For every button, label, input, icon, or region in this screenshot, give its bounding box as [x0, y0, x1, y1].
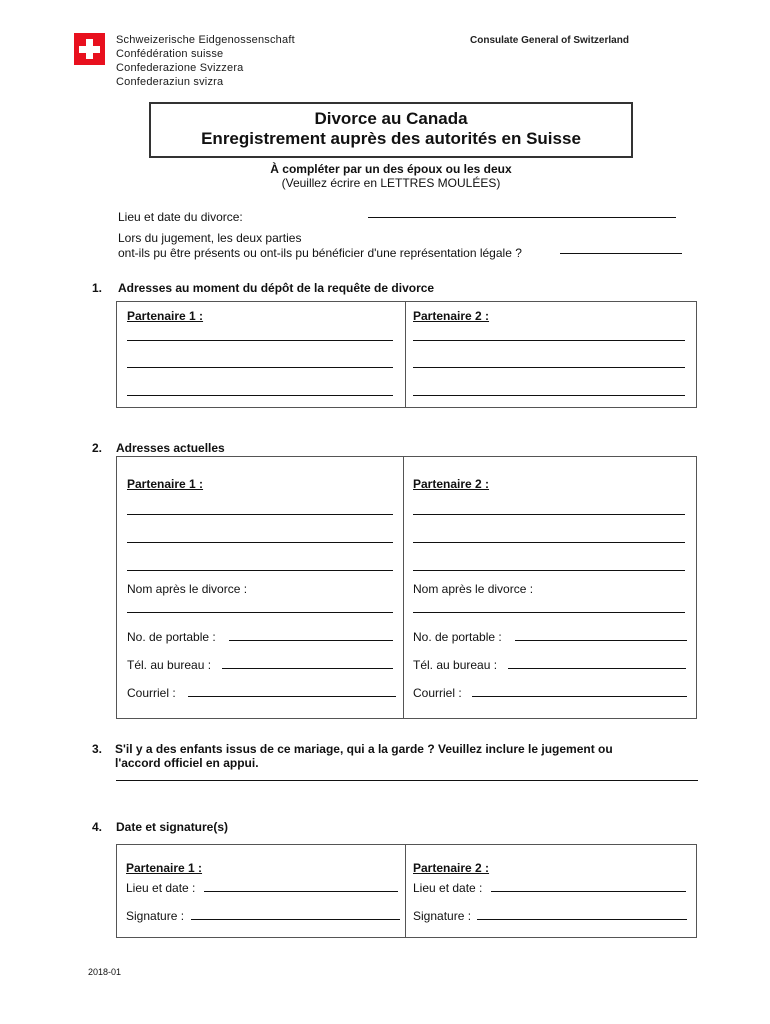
- section3-number: 3.: [92, 742, 103, 756]
- section2-partner2-bureau-field[interactable]: [508, 668, 686, 669]
- section2-partner1-bureau-label: Tél. au bureau :: [127, 658, 212, 672]
- confederation-name-rm: Confederaziun svizra: [116, 76, 224, 88]
- section4-partner2-lieu-date-field[interactable]: [491, 891, 686, 892]
- consulate-label: Consulate General of Switzerland: [470, 35, 629, 46]
- divorce-place-date-field[interactable]: [368, 217, 676, 218]
- section2-partner2-courriel-label: Courriel :: [413, 686, 462, 700]
- section2-partner2-portable-field[interactable]: [515, 640, 687, 641]
- section4-divider: [405, 844, 406, 938]
- section4-partner1-lieu-date-label: Lieu et date :: [126, 881, 196, 895]
- section2-partner1-nom-field[interactable]: [127, 612, 393, 613]
- section2-partner1-portable-label: No. de portable :: [127, 630, 216, 644]
- section1-partner1-address-line1[interactable]: [127, 340, 393, 341]
- subtitle-line2: (Veuillez écrire en LETTRES MOULÉES): [281, 176, 501, 190]
- section2-partner2-address-line3[interactable]: [413, 570, 685, 571]
- section4-partner2-signature-label: Signature :: [413, 909, 472, 923]
- section1-number: 1.: [92, 281, 103, 295]
- section2-partner1-courriel-field[interactable]: [188, 696, 396, 697]
- section4-partner1-signature-label: Signature :: [126, 909, 185, 923]
- title-line2: Enregistrement auprès des autorités en Suisse: [201, 129, 581, 148]
- section2-partner1-address-line1[interactable]: [127, 514, 393, 515]
- section2-partner1-label: Partenaire 1 :: [127, 477, 204, 491]
- section2-partner2-portable-label: No. de portable :: [413, 630, 502, 644]
- section2-partner2-bureau-label: Tél. au bureau :: [413, 658, 498, 672]
- section3-question-line1: S'il y a des enfants issus de ce mariage, qui a la garde ? Veuillez inclure le jugement ou: [115, 742, 613, 756]
- section1-divider: [405, 301, 406, 408]
- confederation-name-de: Schweizerische Eidgenossenschaft: [116, 34, 295, 46]
- section2-partner2-nom-field[interactable]: [413, 612, 685, 613]
- section2-partner2-address-line2[interactable]: [413, 542, 685, 543]
- title-box: [149, 102, 633, 158]
- section4-number: 4.: [92, 820, 103, 834]
- section3-question-line2: l'accord officiel en appui.: [115, 756, 259, 770]
- section2-title: Adresses actuelles: [116, 441, 225, 455]
- section2-partner1-address-line2[interactable]: [127, 542, 393, 543]
- section4-partner1-lieu-date-field[interactable]: [204, 891, 398, 892]
- version-footer: 2018-01: [88, 967, 122, 977]
- divorce-place-date-label: Lieu et date du divorce:: [118, 210, 243, 224]
- section2-partner2-label: Partenaire 2 :: [413, 477, 490, 491]
- section1-partner2-address-line3[interactable]: [413, 395, 685, 396]
- section1-box: [116, 301, 697, 408]
- section2-partner1-nom-label: Nom après le divorce :: [127, 582, 248, 596]
- section1-partner1-label: Partenaire 1 :: [127, 309, 204, 323]
- section4-title: Date et signature(s): [116, 820, 229, 834]
- section2-partner2-courriel-field[interactable]: [472, 696, 687, 697]
- jugement-answer-field[interactable]: [560, 253, 682, 254]
- swiss-flag-logo: [74, 33, 105, 65]
- section4-partner1-signature-field[interactable]: [191, 919, 400, 920]
- section2-partner1-portable-field[interactable]: [229, 640, 393, 641]
- confederation-name-fr: Confédération suisse: [116, 48, 224, 60]
- jugement-question-line2: ont-ils pu être présents ou ont-ils pu bénéficier d'une représentation légale ?: [118, 246, 522, 260]
- section4-partner2-lieu-date-label: Lieu et date :: [413, 881, 483, 895]
- section2-partner1-address-line3[interactable]: [127, 570, 393, 571]
- section1-title: Adresses au moment du dépôt de la requête de divorce: [118, 281, 435, 295]
- section1-partner2-label: Partenaire 2 :: [413, 309, 490, 323]
- section3-answer-field[interactable]: [116, 780, 698, 781]
- title-line1: Divorce au Canada: [314, 109, 468, 128]
- section1-partner2-address-line2[interactable]: [413, 367, 685, 368]
- section1-partner2-address-line1[interactable]: [413, 340, 685, 341]
- section4-partner2-signature-field[interactable]: [477, 919, 687, 920]
- section2-partner2-nom-label: Nom après le divorce :: [413, 582, 534, 596]
- section4-partner2-label: Partenaire 2 :: [413, 861, 490, 875]
- confederation-names: [116, 33, 295, 89]
- section1-partner1-address-line3[interactable]: [127, 395, 393, 396]
- section2-partner2-address-line1[interactable]: [413, 514, 685, 515]
- section2-partner1-courriel-label: Courriel :: [127, 686, 176, 700]
- section2-partner1-bureau-field[interactable]: [222, 668, 393, 669]
- section1-partner1-address-line2[interactable]: [127, 367, 393, 368]
- section4-partner1-label: Partenaire 1 :: [126, 861, 203, 875]
- subtitle-line1: À compléter par un des époux ou les deux: [270, 162, 512, 176]
- section2-number: 2.: [92, 441, 103, 455]
- confederation-name-it: Confederazione Svizzera: [116, 62, 244, 74]
- jugement-question-line1: Lors du jugement, les deux parties: [118, 231, 302, 245]
- section2-divider: [403, 456, 404, 719]
